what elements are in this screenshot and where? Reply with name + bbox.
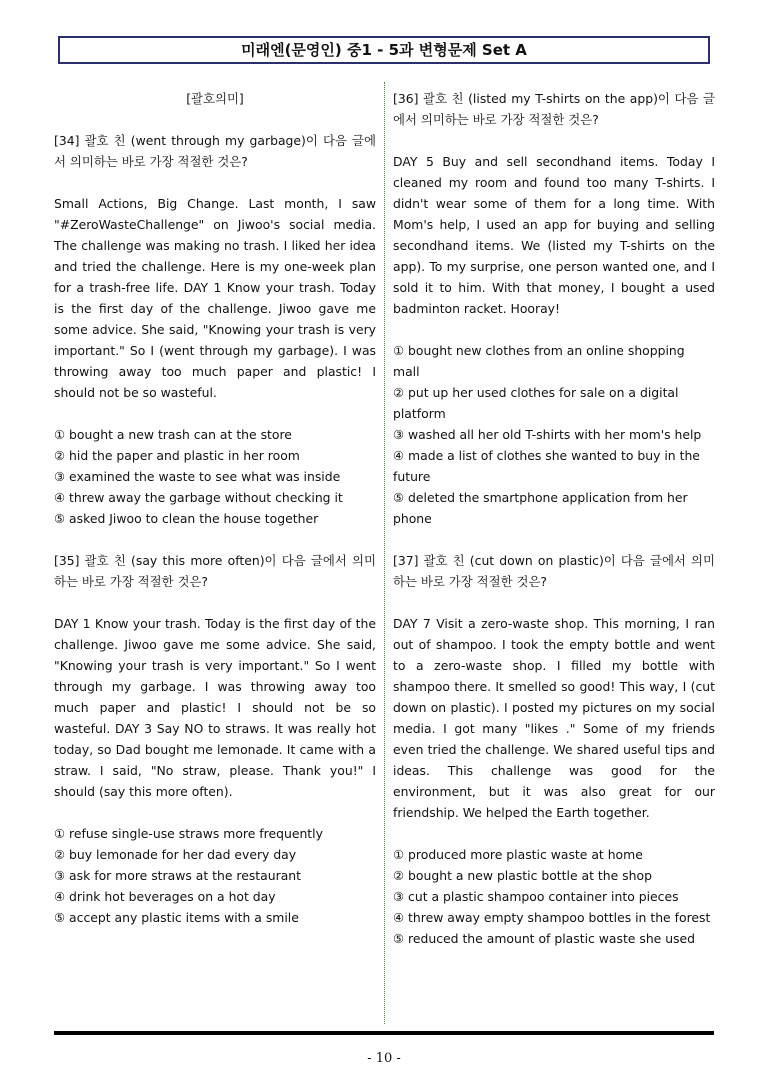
question-prompt: [37] 괄호 친 (cut down on plastic)이 다음 글에서 의미하는 바로 가장 적절한 것은?: [393, 553, 715, 589]
answer-option[interactable]: ④ made a list of clothes she wanted to buy in the future: [393, 448, 700, 484]
answer-option[interactable]: ③ examined the waste to see what was inside: [54, 469, 341, 484]
question-prompt: [34] 괄호 친 (went through my garbage)이 다음 글에서 의미하는 바로 가장 적절한 것은?: [54, 133, 376, 169]
answer-option[interactable]: ④ drink hot beverages on a hot day: [54, 889, 276, 904]
answer-option[interactable]: ② put up her used clothes for sale on a digital platform: [393, 385, 679, 421]
answer-option[interactable]: ⑤ reduced the amount of plastic waste she used: [393, 931, 696, 946]
question-36: [393, 88, 715, 529]
answer-options: [393, 340, 715, 529]
page-number: - 10 -: [367, 1051, 401, 1066]
left-column: [54, 88, 376, 949]
footer-rule: [54, 1031, 714, 1035]
answer-option[interactable]: ⑤ asked Jiwoo to clean the house together: [54, 511, 319, 526]
answer-option[interactable]: ② buy lemonade for her dad every day: [54, 847, 297, 862]
answer-option[interactable]: ① produced more plastic waste at home: [393, 847, 643, 862]
answer-options: [54, 424, 376, 529]
right-column: [393, 88, 715, 970]
answer-option[interactable]: ② bought a new plastic bottle at the shop: [393, 868, 652, 883]
answer-options: [54, 823, 376, 928]
question-prompt: [36] 괄호 친 (listed my T-shirts on the app)이 다음 글에서 의미하는 바로 가장 적절한 것은?: [393, 91, 715, 127]
answer-option[interactable]: ② hid the paper and plastic in her room: [54, 448, 300, 463]
answer-option[interactable]: ① refuse single-use straws more frequently: [54, 826, 323, 841]
answer-option[interactable]: ① bought a new trash can at the store: [54, 427, 292, 442]
question-34: [54, 130, 376, 529]
answer-option[interactable]: ⑤ accept any plastic items with a smile: [54, 910, 299, 925]
answer-option[interactable]: ④ threw away empty shampoo bottles in the forest: [393, 910, 711, 925]
section-label: [괄호의미]: [186, 91, 244, 106]
question-passage: DAY 7 Visit a zero-waste shop. This morning, I ran out of shampoo. I took the empty bottle and went to a zero-waste shop. I filled my bottle with shampoo there. It smelled so good! This way, I (cut down on plastic). I posted my pictures on my social media. I got many "likes ." Some of my friends even tried the challenge. We shared useful tips and ideas. This challenge was good for the environment, but it was also great for our friendship. We helped the Earth together.: [393, 616, 715, 820]
question-prompt: [35] 괄호 친 (say this more often)이 다음 글에서 의미하는 바로 가장 적절한 것은?: [54, 553, 376, 589]
page-title: 미래엔(문영인) 중1 - 5과 변형문제 Set A: [58, 36, 710, 64]
column-divider: [384, 82, 385, 1024]
question-passage: DAY 5 Buy and sell secondhand items. Today I cleaned my room and found too many T-shirts. I didn't wear some of them for a long time. With Mom's help, I used an app for buying and selling secondhand items. We (listed my T-shirts on the app). To my surprise, one person wanted one, and I sold it to him. With that money, I bought a used badminton racket. Hooray!: [393, 154, 715, 316]
answer-option[interactable]: ⑤ deleted the smartphone application from her phone: [393, 490, 688, 526]
question-passage: Small Actions, Big Change. Last month, I saw "#ZeroWasteChallenge" on Jiwoo's social media. The challenge was making no trash. I liked her idea and tried the challenge. Here is my one-week plan for a trash-free life. DAY 1 Know your trash. Today is the first day of the challenge. Jiwoo gave me some advice. She said, "Knowing your trash is very important." So I (went through my garbage). I was throwing away too much paper and plastic! I should not be so wasteful.: [54, 196, 376, 400]
question-37: [393, 550, 715, 949]
answer-option[interactable]: ④ threw away the garbage without checking it: [54, 490, 343, 505]
answer-option[interactable]: ③ washed all her old T-shirts with her mom's help: [393, 427, 702, 442]
answer-options: [393, 844, 715, 949]
question-passage: DAY 1 Know your trash. Today is the first day of the challenge. Jiwoo gave me some advice. She said, "Knowing your trash is very important." So I went through my garbage. I was throwing away too much paper and plastic! I should not be so wasteful. DAY 3 Say NO to straws. It was really hot today, so Dad bought me lemonade. It came with a straw. I said, "No straw, please. Thank you!" I should (say this more often).: [54, 616, 376, 799]
answer-option[interactable]: ③ ask for more straws at the restaurant: [54, 868, 302, 883]
answer-option[interactable]: ① bought new clothes from an online shopping mall: [393, 343, 685, 379]
answer-option[interactable]: ③ cut a plastic shampoo container into pieces: [393, 889, 679, 904]
question-35: [54, 550, 376, 928]
